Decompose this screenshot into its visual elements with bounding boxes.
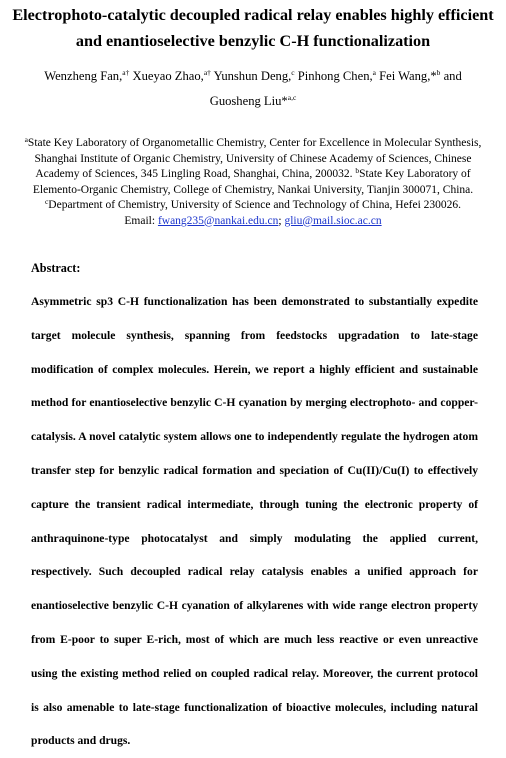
abstract-heading: Abstract: (31, 261, 81, 275)
email-link-fwang[interactable]: fwang235@nankai.edu.cn (157, 214, 279, 227)
email-link-gliu[interactable]: gliu@mail.sioc.ac.cn (284, 214, 382, 227)
author-name: Wenzheng Fan, (44, 69, 123, 83)
affiliations (24, 136, 482, 229)
author-affil-mark: a† (122, 68, 130, 77)
author-list (22, 64, 484, 114)
email-separator: ; (278, 214, 285, 227)
affil-mark-b: b (355, 166, 360, 175)
title-line-1: Electrophoto-catalytic decoupled radical relay enables highly efficient (12, 6, 494, 24)
affil-a-text: State Key Laboratory of Organometallic Chemistry, Center for Excellence in Molecular Synthesis, Shanghai Institute of Organic Chemistry, University of Chinese Academy of Sciences, Chinese Academy of Sciences, 345 Lingling Road, Shanghai, China, 200032. (27, 137, 482, 180)
affil-c-text: Department of Chemistry, University of Science and Technology of China, Hefei 230026. (48, 199, 462, 211)
author-affil-mark: a (372, 68, 376, 77)
affil-b-text: State Key Laboratory of Elemento-Organic Chemistry, College of Chemistry, Nankai University, Tianjin 300071, China. (32, 168, 474, 196)
affil-mark-c: c (44, 197, 49, 206)
email-label: Email: (124, 214, 158, 227)
author-affil-mark: a,c (287, 93, 297, 102)
paper-title (8, 2, 498, 54)
author-affil-mark: c (291, 68, 295, 77)
author-name: Fei Wang,* (376, 69, 437, 83)
author-affil-mark: a† (203, 68, 211, 77)
author-name: Xueyao Zhao, (129, 69, 204, 83)
author-name: and Guosheng Liu* (209, 69, 462, 108)
author-affil-mark: b (436, 68, 441, 77)
title-line-2: and enantioselective benzylic C-H functionalization (75, 32, 431, 50)
author-name: Pinhong Chen, (294, 69, 373, 83)
abstract-body: Asymmetric sp3 C-H functionalization has been demonstrated to substantially expedite target molecule synthesis, spanning from feedstocks upgradation to late-stage modification of complex molecules. Herein, we report a highly efficient and sustainable method for enantioselective benzylic C-H cyanation by merging electrophoto- and copper-catalysis. A novel catalytic system allows one to independently regulate the hydrogen atom transfer step for benzylic radical formation and speciation of Cu(II)/Cu(I) to effectively capture the transient radical intermediate, through tuning the electronic property of anthraquinone-type photocatalyst and simply modulating the applied current, respectively. Such decoupled radical relay catalysis enables a unified approach for enantioselective benzylic C-H cyanation of alkylarenes with wide range electron property from E-poor to super E-rich, most of which are much less reactive or even unreactive using the existing method relied on coupled radical relay. Moreover, the current protocol is also amenable to late-stage functionalization of bioactive molecules, including natural products and drugs. (31, 295, 478, 748)
author-name: Yunshun Deng, (210, 69, 292, 83)
affil-mark-a: a (24, 135, 28, 144)
